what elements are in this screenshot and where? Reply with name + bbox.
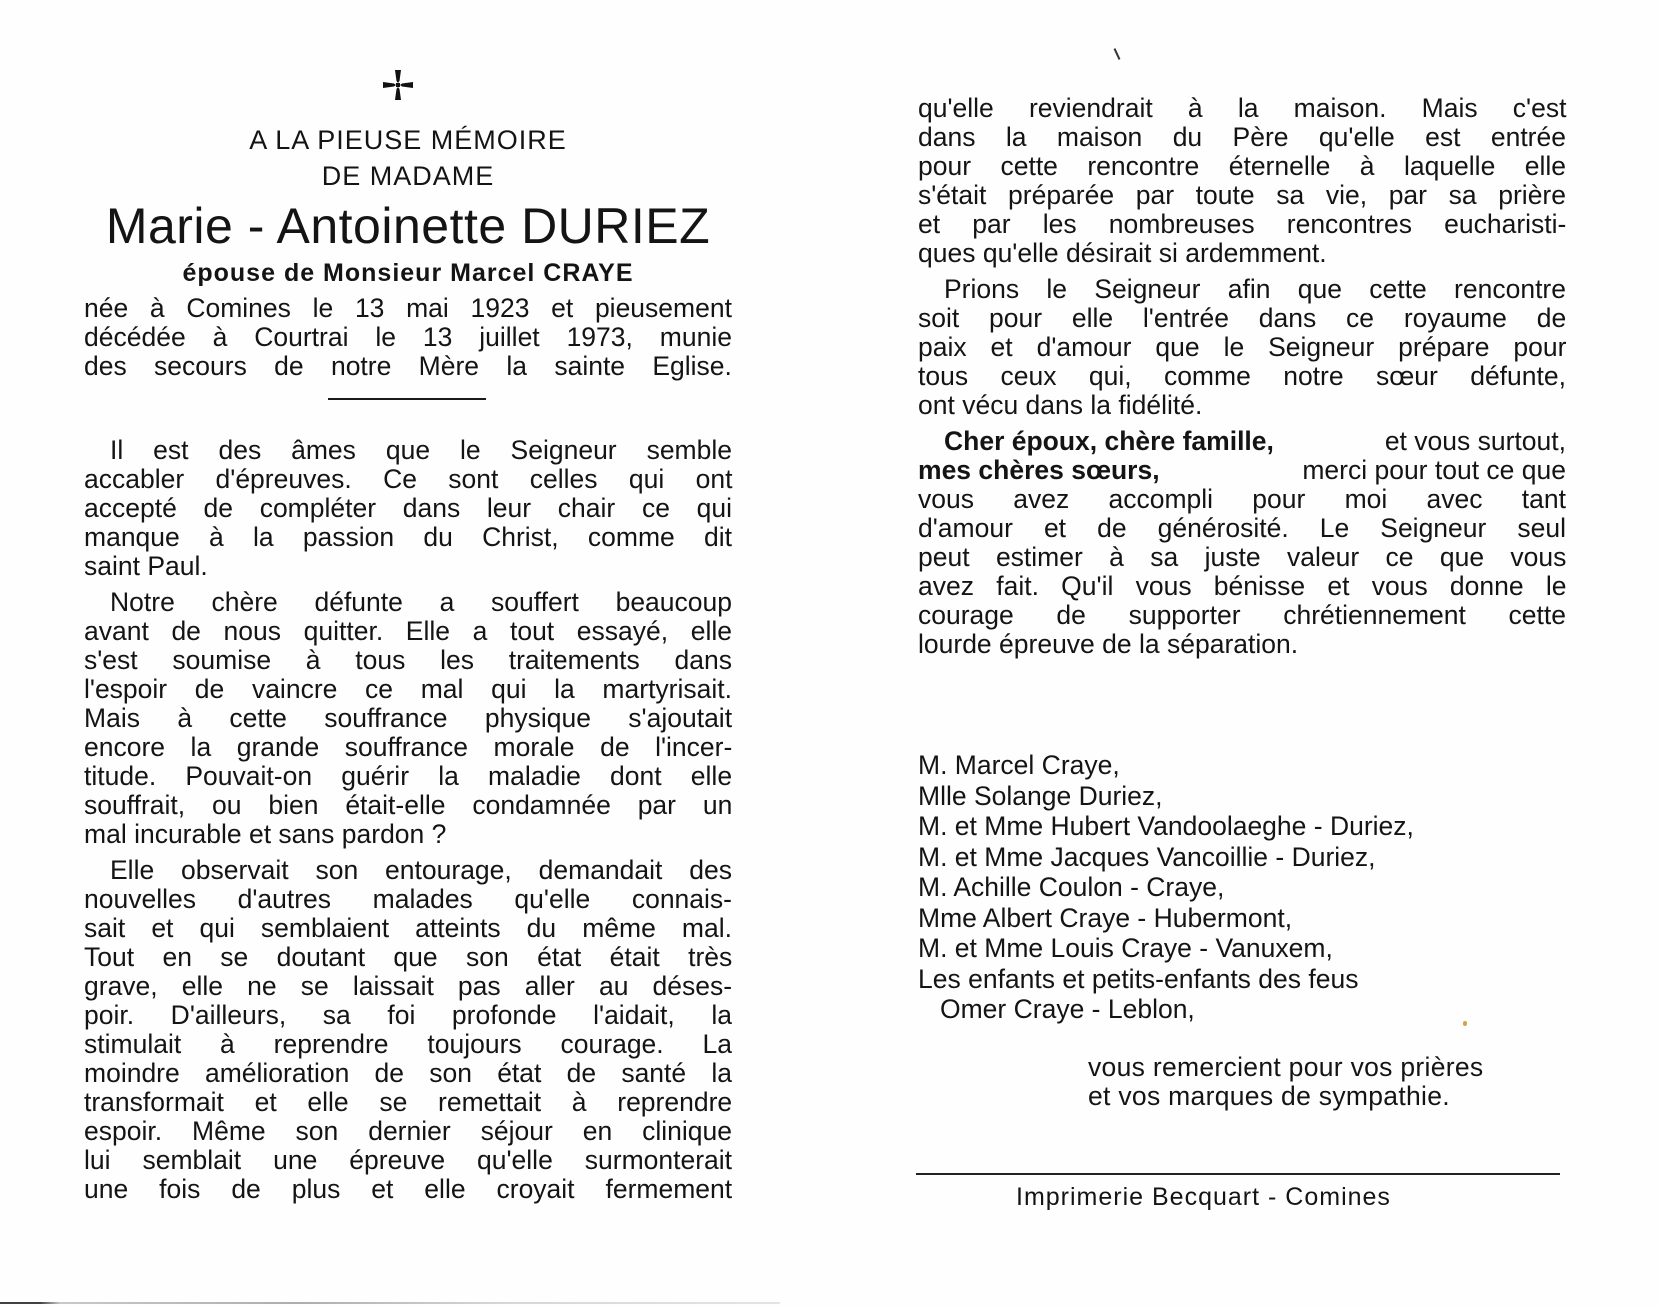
family-member: M. et Mme Jacques Vancoillie - Duriez, (918, 841, 1376, 872)
cross-pattee-icon (381, 68, 415, 102)
heading-memory: A LA PIEUSE MÉMOIRE (249, 125, 567, 155)
family-member: M. et Mme Louis Craye - Vanuxem, (918, 933, 1333, 963)
family-member: Mlle Solange Duriez, (918, 780, 1163, 811)
scan-speck (1463, 1021, 1467, 1026)
paragraph-2: Notre chère défunte a souffert beaucoup avant de nous quitter. Elle a tout essayé, elle s'est soumise à tous les traitements dans l'espoir de vaincre ce mal qui la martyrisait. Mais à cette souffrance physique s'ajoutait encore la grande souffrance morale de l'incer- titude. Pouvait-on guérir la maladie dont elle souffrait, ou bien était-elle condamnée par un mal incurable et sans pardon ? (84, 587, 733, 849)
heading-madame: DE MADAME (321, 161, 495, 191)
thanks-text: vous remercient pour vos prières et vos marques de sympathie. (1088, 1052, 1484, 1111)
printer-credit: Imprimerie Becquart - Comines (1016, 1183, 1391, 1211)
family-member: M. Marcel Craye, (918, 750, 1120, 780)
footer-rule (916, 1173, 1560, 1175)
paragraph-5: Prions le Seigneur afin que cette rencontre soit pour elle l'entrée dans ce royaume de paix et d'amour que le Seigneur prépare pour tous ceux qui, comme notre sœur défunte, ont vécu dans la fidélité. (918, 274, 1567, 420)
separator-rule (328, 398, 486, 400)
spouse-line: épouse de Monsieur Marcel CRAYE (182, 259, 634, 287)
left-column (84, 60, 732, 1204)
paragraph-4: qu'elle reviendrait à la maison. Mais c'est dans la maison du Père qu'elle est entrée pour cette rencontre éternelle à laquelle elle s'était préparée par toute sa vie, par sa prière et par les nombreuses rencontres eucharisti- ques qu'elle désirait si ardemment. (918, 93, 1567, 268)
family-member: Les enfants et petits-enfants des feus (918, 963, 1359, 994)
paragraph-1: Il est des âmes que le Seigneur semble accabler d'épreuves. Ce sont celles qui ont accepté de compléter dans leur chair ce qui manque à la passion du Christ, comme dit saint Paul. (84, 435, 733, 581)
paragraph-3: Elle observait son entourage, demandait des nouvelles d'autres malades qu'elle connais- sait et qui semblaient atteints du même mal. Tout en se doutant que son état était très grave, elle ne se laissait pas aller au déses- poir. D'ailleurs, sa foi profonde l'aidait, la stimulait à reprendre toujours courage. La moindre amélioration de son état de santé la transformait et elle se remettait à reprendre espoir. Même son dernier séjour en clinique lui semblait une épreuve qu'elle surmonterait une fois de plus et elle croyait fermement (84, 855, 733, 1204)
family-member: M. et Mme Hubert Vandoolaeghe - Duriez, (918, 811, 1414, 841)
deceased-name: Marie - Antoinette DURIEZ (105, 198, 711, 254)
paragraph-6: Cher époux, chère famille, et vous surtout, mes chères sœurs, merci pour tout ce que vous avez accompli pour moi avec tant d'amour et de générosité. Le Seigneur seul peut estimer à sa juste valeur ce que vous avez fait. Qu'il vous bénisse et vous donne le courage de supporter chrétiennement cette lourde épreuve de la séparation. (918, 426, 1567, 659)
address-sisters-bold: mes chères sœurs, (918, 455, 1160, 485)
family-member: M. Achille Coulon - Craye, (918, 872, 1225, 902)
right-column (918, 94, 1566, 659)
birth-line: née à Comines le 13 mai 1923 et pieusement (84, 293, 732, 323)
scan-mark (1114, 48, 1121, 60)
death-line: décédée à Courtrai le 13 juillet 1973, munie (84, 322, 732, 352)
family-list (918, 750, 1414, 1025)
address-line-1: Cher époux, chère famille, et vous surtout, (944, 426, 1566, 456)
family-member: Omer Craye - Leblon, (940, 994, 1195, 1024)
family-member: Mme Albert Craye - Hubermont, (918, 902, 1293, 933)
birth-death-block (84, 294, 732, 381)
address-family-bold: Cher époux, chère famille, (944, 426, 1274, 456)
scan-edge (0, 1302, 780, 1304)
address-line-2: mes chères sœurs, merci pour tout ce que (918, 455, 1566, 485)
sacraments-line: des secours de notre Mère la sainte Eglise. (84, 351, 732, 381)
